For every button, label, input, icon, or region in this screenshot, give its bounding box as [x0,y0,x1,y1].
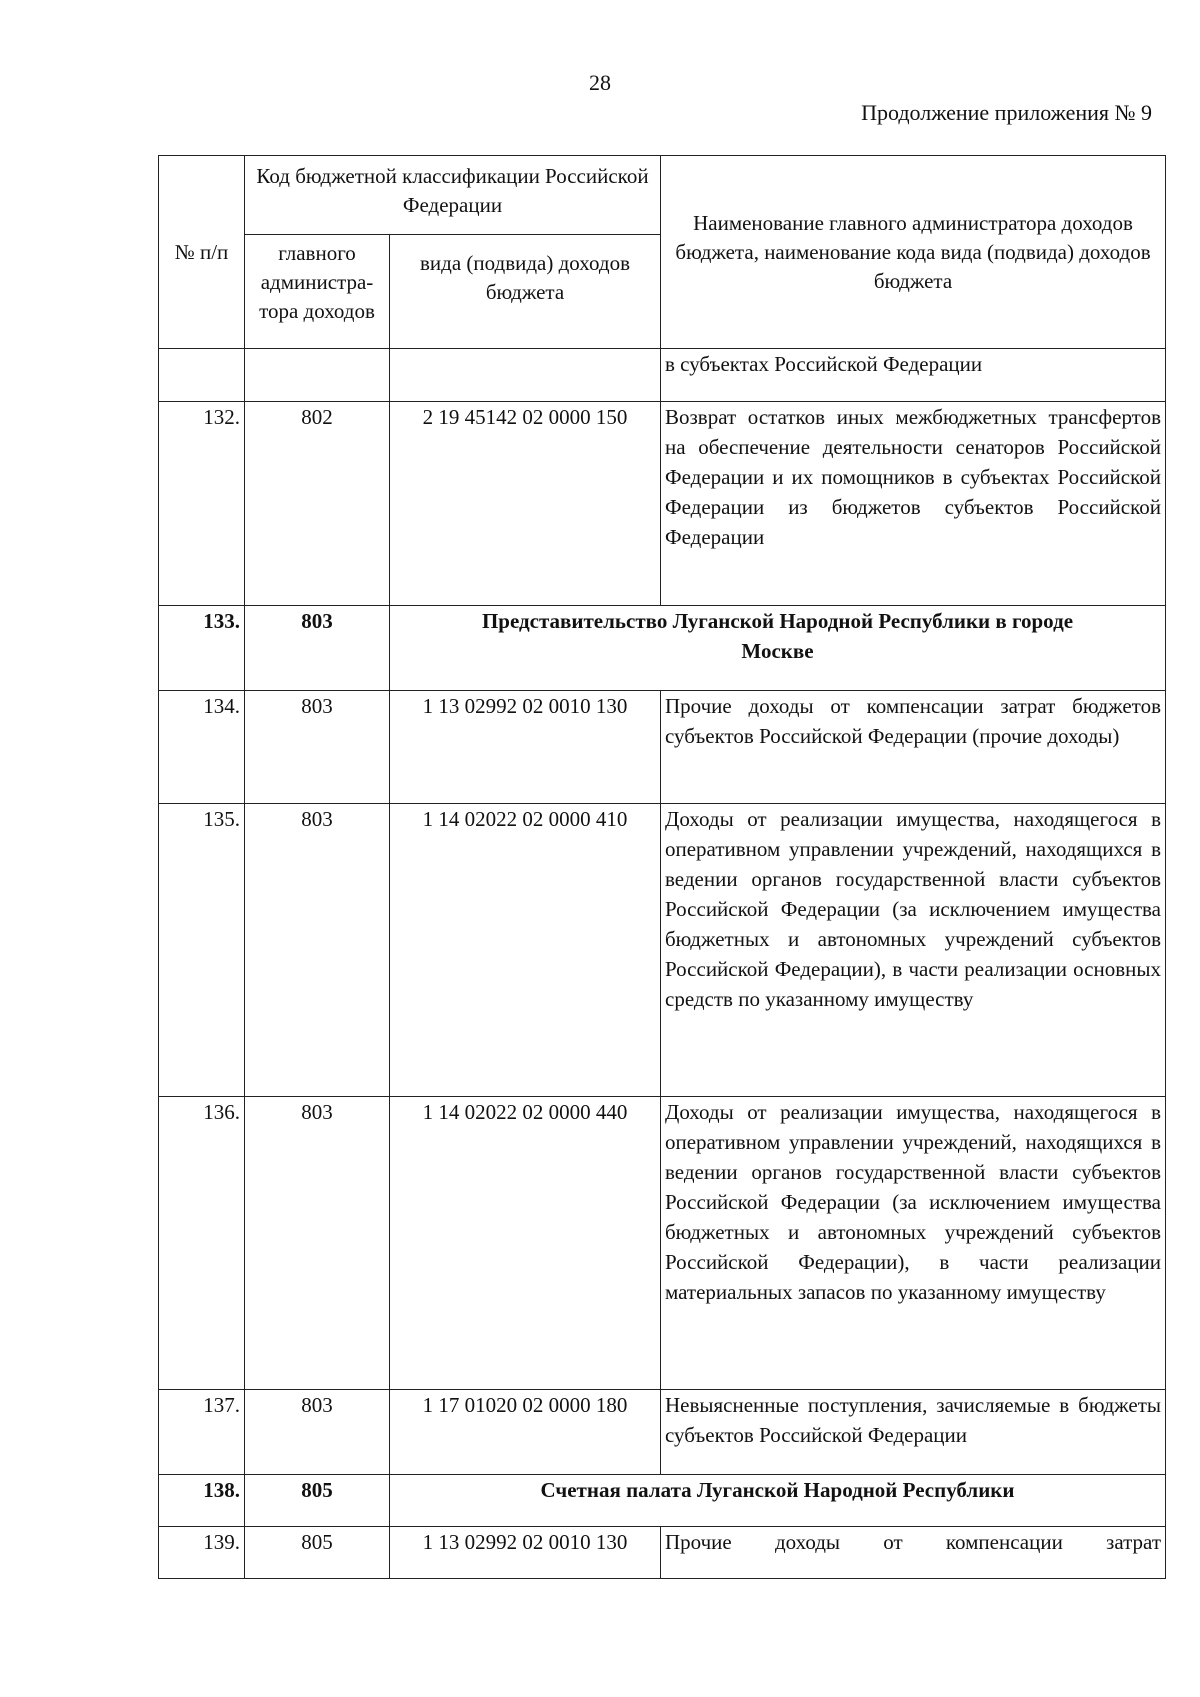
row-num: 135. [159,804,245,1097]
row-num: 137. [159,1390,245,1475]
table-row [159,691,1166,804]
row-revenue-code: 2 19 45142 02 0000 150 [390,402,661,606]
section-title: Представительство Луганской Народной Республики в городе Москве [390,606,1166,691]
row-admin-code: 803 [245,691,390,804]
row-num: 139. [159,1527,245,1579]
table-row [159,402,1166,606]
row-admin-code: 803 [245,804,390,1097]
row-num [159,349,245,402]
row-name: Доходы от реализации имущества, находящегося в оперативном управлении учреждений, находящихся в ведении органов государственной власти субъектов Российской Федерации (за исключением имущества бюджетных и автономных учреждений субъектов Российской Федерации), в части реализации основных средств по указанному имуществу [661,804,1166,1097]
row-admin-code: 803 [245,1390,390,1475]
row-admin-code: 803 [245,606,390,691]
table-header [159,156,1166,349]
row-name: Прочие доходы от компенсации затрат бюджетов субъектов Российской Федерации (прочие доходы) [661,691,1166,804]
row-num: 132. [159,402,245,606]
header-kbk: Код бюджетной классификации Российской Федерации [245,156,661,235]
header-kind: вида (подвида) доходов бюджета [390,235,661,349]
header-name: Наименование главного администратора доходов бюджета, наименование кода вида (подвида) доходов бюджета [661,156,1166,349]
table-row [159,1527,1166,1579]
row-name: Возврат остатков иных межбюджетных трансфертов на обеспечение деятельности сенаторов Российской Федерации и их помощников в субъектах Российской Федерации из бюджетов субъектов Российской Федерации [661,402,1166,606]
row-revenue-code [390,349,661,402]
row-num: 133. [159,606,245,691]
table-row-section [159,606,1166,691]
table-row-section [159,1475,1166,1527]
section-title: Счетная палата Луганской Народной Республики [390,1475,1166,1527]
row-revenue-code: 1 13 02992 02 0010 130 [390,1527,661,1579]
appendix-continuation-label: Продолжение приложения № 9 [861,100,1152,125]
table-row [159,1390,1166,1475]
row-admin-code: 805 [245,1475,390,1527]
header-admin: главного администра-тора доходов [245,235,390,349]
row-num: 134. [159,691,245,804]
row-revenue-code: 1 17 01020 02 0000 180 [390,1390,661,1475]
row-name: Прочие доходы от компенсации затрат [661,1527,1166,1579]
row-name: в субъектах Российской Федерации [661,349,1166,402]
row-revenue-code: 1 13 02992 02 0010 130 [390,691,661,804]
table-row [159,1097,1166,1390]
row-name: Невыясненные поступления, зачисляемые в бюджеты субъектов Российской Федерации [661,1390,1166,1475]
row-revenue-code: 1 14 02022 02 0000 410 [390,804,661,1097]
row-admin-code: 803 [245,1097,390,1390]
table-row [159,804,1166,1097]
row-admin-code: 802 [245,402,390,606]
row-revenue-code: 1 14 02022 02 0000 440 [390,1097,661,1390]
row-num: 138. [159,1475,245,1527]
row-num: 136. [159,1097,245,1390]
row-admin-code: 805 [245,1527,390,1579]
table-row [159,349,1166,402]
page-number: 28 [589,70,611,95]
header-num: № п/п [159,156,245,349]
row-admin-code [245,349,390,402]
row-name: Доходы от реализации имущества, находящегося в оперативном управлении учреждений, находящихся в ведении органов государственной власти субъектов Российской Федерации (за исключением имущества бюджетных и автономных учреждений субъектов Российской Федерации), в части реализации материальных запасов по указанному имуществу [661,1097,1166,1390]
revenue-classification-table [158,155,1166,1579]
